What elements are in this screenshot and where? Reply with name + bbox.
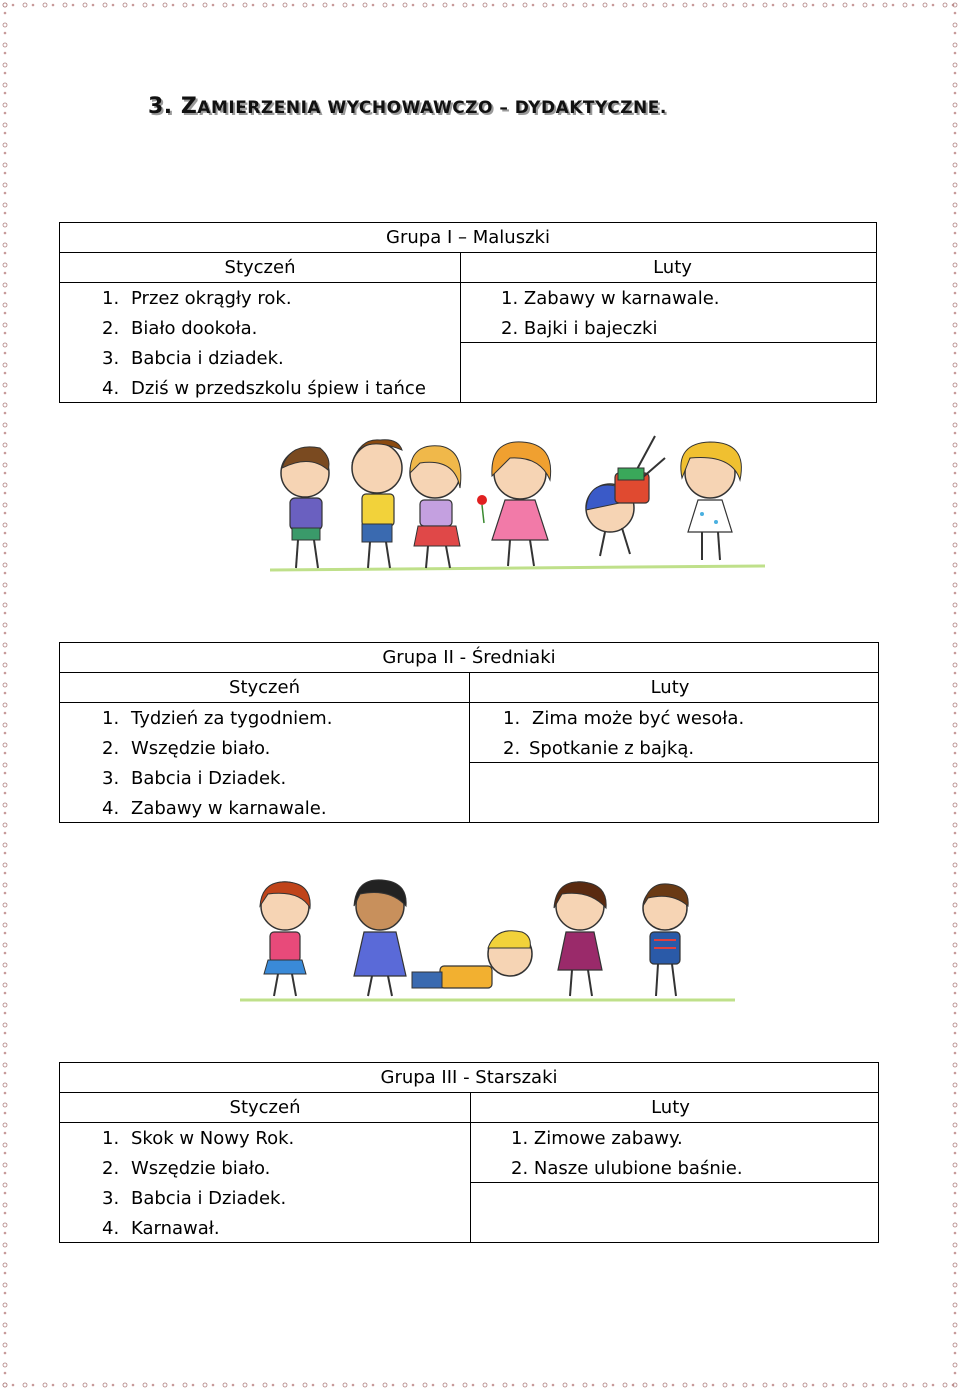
child-figure [354,880,406,996]
group-name: Grupa I – Maluszki [60,223,877,253]
month-january: Styczeń [60,253,461,283]
list-item: 2. Wszędzie biało. [102,1158,271,1179]
empty-cell [470,763,879,823]
list-item: 2. Wszędzie biało. [102,738,271,759]
list-item: 3. Babcia i Dziadek. [102,768,287,789]
list-item: 3. Babcia i dziadek. [102,348,284,369]
month-january: Styczeń [60,673,470,703]
group-name: Grupa III - Starszaki [60,1063,879,1093]
list-item: 2. Spotkanie z bajką. [503,738,695,759]
list-item: 3. Babcia i Dziadek. [102,1188,287,1209]
child-figure [643,884,688,996]
list-item: 1. Skok w Nowy Rok. [102,1128,295,1149]
child-figure [412,931,532,988]
month-february: Luty [461,253,877,283]
group-2-table [59,642,879,823]
child-figure [281,447,329,568]
child-figure [681,442,742,560]
month-january: Styczeń [60,1093,471,1123]
child-figure [410,446,461,568]
child-figure [586,436,665,556]
group-3-table [59,1062,879,1243]
list-item: 1. Przez okrągły rok. [102,288,292,309]
list-item: 2. Bajki i bajeczki [501,318,658,339]
children-playing-illustration [270,428,770,578]
list-item: 1. Zabawy w karnawale. [501,288,720,309]
list-item: 4. Dziś w przedszkolu śpiew i tańce [102,378,426,399]
february-topics [471,1123,879,1183]
list-item: 1. Tydzień za tygodniem. [102,708,333,729]
empty-cell [461,343,877,403]
group-1-table [59,222,877,403]
child-figure [352,440,402,568]
february-topics [470,703,879,763]
february-topics [461,283,877,343]
group-name: Grupa II - Średniaki [60,643,879,673]
list-item: 2. Nasze ulubione baśnie. [511,1158,743,1179]
list-item: 1. Zima może być wesoła. [503,708,745,729]
january-topics [60,703,470,823]
list-item: 4. Karnawał. [102,1218,220,1239]
empty-cell [471,1183,879,1243]
month-february: Luty [471,1093,879,1123]
list-item: 1. Zimowe zabawy. [511,1128,683,1149]
january-topics [60,283,461,403]
list-item: 2. Biało dookoła. [102,318,258,339]
january-topics [60,1123,471,1243]
list-item: 4. Zabawy w karnawale. [102,798,327,819]
child-figure [260,882,310,996]
child-figure [554,882,606,996]
child-figure [477,442,551,566]
month-february: Luty [470,673,879,703]
children-waving-illustration [240,876,740,1008]
page-title: 3. ZAMIERZENIA WYCHOWAWCZO – DYDAKTYCZNE. [148,94,667,119]
